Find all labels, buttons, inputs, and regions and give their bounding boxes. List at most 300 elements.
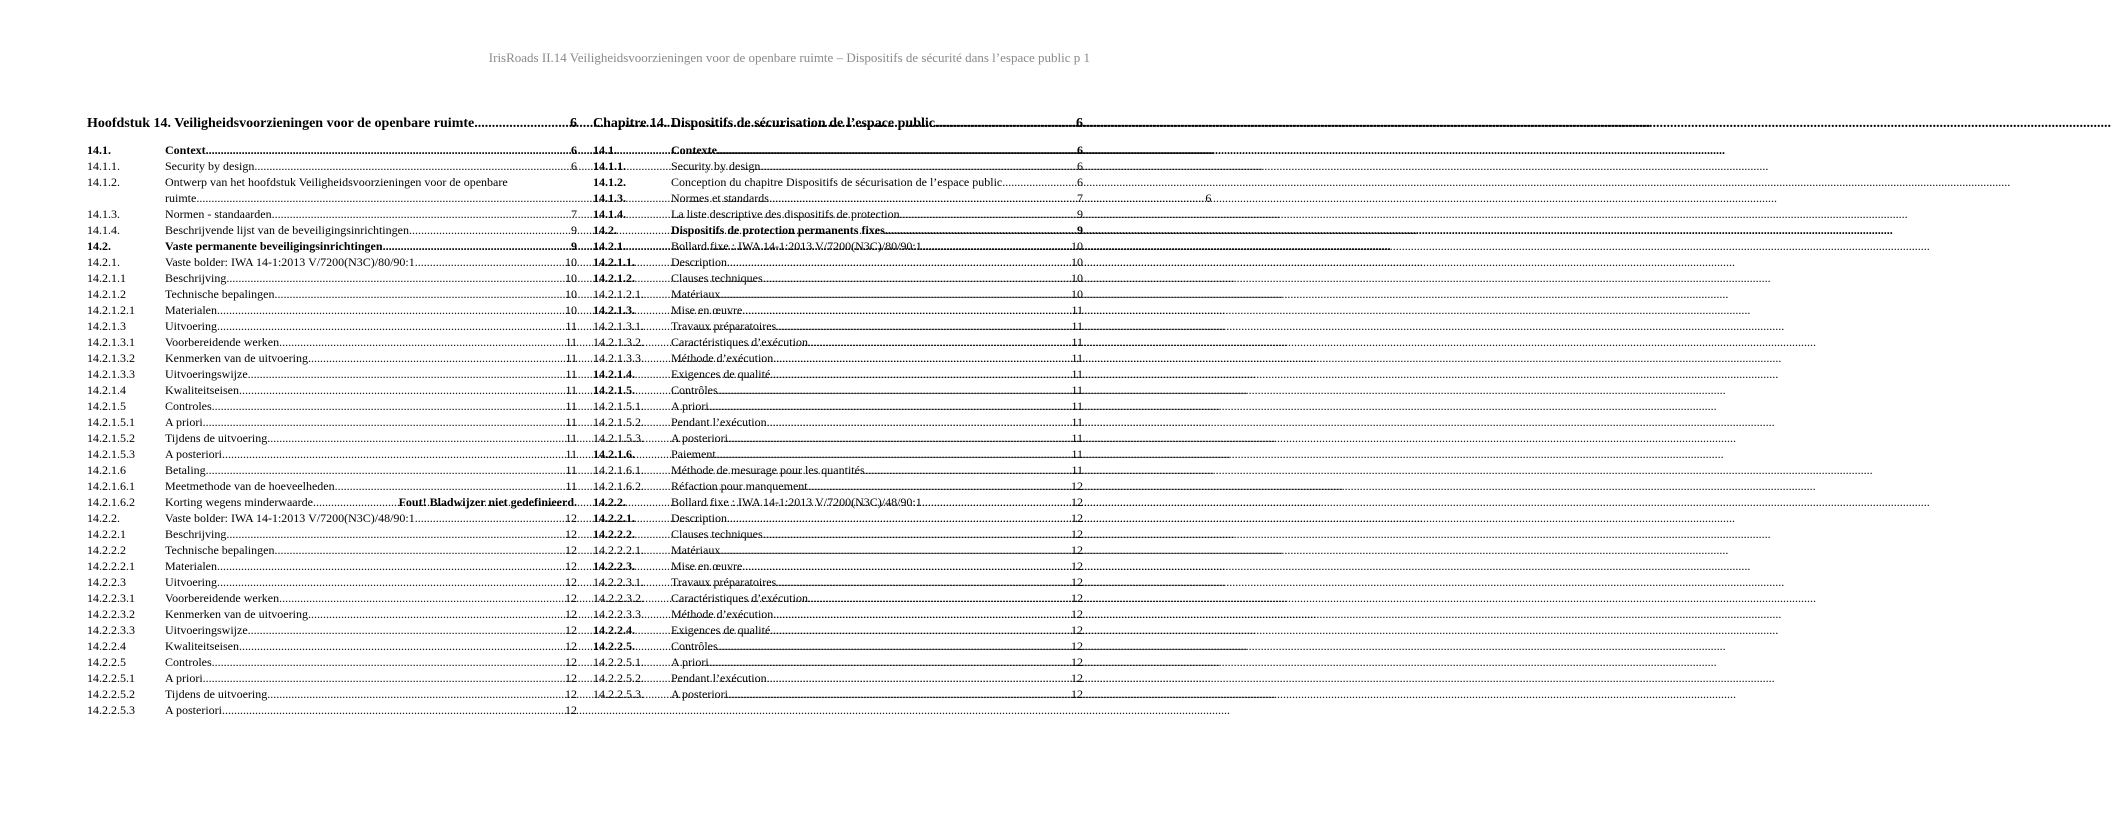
entry-page-number: 12 <box>1071 607 1083 621</box>
toc-entry[interactable] <box>87 494 577 510</box>
entry-page-number: 6 <box>1077 159 1083 173</box>
leader-dots <box>728 430 1070 446</box>
leader-dots <box>865 462 1071 478</box>
entry-title: Beschrijving <box>165 271 227 285</box>
entry-title: Context <box>165 143 206 157</box>
toc-entry[interactable] <box>593 670 1083 686</box>
entry-title: Kenmerken van de uitvoering <box>165 607 308 621</box>
entry-body <box>165 334 577 350</box>
entry-body <box>165 494 577 510</box>
leader-dots <box>767 414 1071 430</box>
leader-dots <box>763 270 1070 286</box>
toc-entry[interactable] <box>593 174 1083 190</box>
toc-entry[interactable] <box>593 350 1083 366</box>
toc-entry[interactable] <box>87 574 577 590</box>
entry-title: Pendant l’exécution <box>671 671 767 685</box>
entry-page-number: 12 <box>1071 479 1083 493</box>
entry-body <box>671 494 1083 510</box>
entry-body <box>671 142 1083 158</box>
entry-body <box>671 222 1083 238</box>
entry-body <box>165 590 577 606</box>
toc-entry[interactable] <box>87 254 577 270</box>
entry-body <box>165 206 577 222</box>
entry-title: Materialen <box>165 559 217 573</box>
leader-dots <box>767 670 1070 686</box>
entry-number: 14.1.2. <box>87 175 120 189</box>
entry-title-line-1: Ontwerp van het hoofdstuk Veiligheidsvoorzieningen voor de openbare <box>165 175 508 189</box>
entry-page-number: 11 <box>565 335 577 349</box>
toc-entry[interactable] <box>593 334 1083 350</box>
entry-title: Technische bepalingen <box>165 287 275 301</box>
toc-entry[interactable] <box>87 622 577 638</box>
entry-page-number: 11 <box>565 367 577 381</box>
toc-entry[interactable] <box>87 414 577 430</box>
toc-entry[interactable] <box>593 190 1083 206</box>
toc-entry[interactable] <box>87 158 577 174</box>
entry-page-number: 12 <box>1071 575 1083 589</box>
entry-body <box>671 318 1083 334</box>
entry-title: A priori <box>165 671 203 685</box>
entry-number: 14.1.4. <box>87 223 120 237</box>
entry-number: 14.2.1.5.2 <box>87 431 135 445</box>
entry-page-number: 10 <box>1071 287 1083 301</box>
entry-page-number: 12 <box>565 591 577 605</box>
entry-title: A priori <box>671 399 709 413</box>
entry-body <box>671 254 1083 270</box>
entry-body <box>671 670 1083 686</box>
entry-number: 14.2.1.6.2 <box>87 495 135 509</box>
toc-entry[interactable] <box>593 654 1083 670</box>
entry-page-number: 12 <box>565 575 577 589</box>
entry-page-number: 12 <box>1071 671 1083 685</box>
leader-dots <box>254 158 570 174</box>
entry-number: 14.2.1.5.1 <box>87 415 135 429</box>
entry-number: 14.1.3. <box>593 191 626 205</box>
leader-dots <box>313 494 398 510</box>
leader-dots <box>808 590 1070 606</box>
leader-dots <box>808 334 1070 350</box>
toc-entry[interactable] <box>87 542 577 558</box>
toc-entry[interactable] <box>593 382 1083 398</box>
toc-entry[interactable] <box>87 638 577 654</box>
entry-body <box>165 574 577 590</box>
entry-page-number: 11 <box>565 447 577 461</box>
toc-entry[interactable] <box>87 222 577 238</box>
entry-number: 14.2.1.5.2. <box>593 415 644 429</box>
leader-dots <box>718 638 1070 654</box>
entry-title: Uitvoering <box>165 575 217 589</box>
leader-dots <box>773 606 1070 622</box>
entry-body <box>671 398 1083 414</box>
entry-body <box>165 542 577 558</box>
toc-entry[interactable] <box>87 206 577 222</box>
entry-title: Mise en œuvre <box>671 303 743 317</box>
entry-number: 14.1. <box>87 143 111 157</box>
entry-page-number: 6 <box>1077 143 1083 157</box>
entry-page-number: 12 <box>565 623 577 637</box>
entry-title: Beschrijving <box>165 527 227 541</box>
leader-dots <box>217 574 564 590</box>
toc-list <box>593 142 1083 702</box>
toc-entry[interactable] <box>593 206 1083 222</box>
leader-dots <box>727 254 1070 270</box>
entry-number: 14.2.2.2.1 <box>87 559 135 573</box>
entry-page-number: 11 <box>1071 367 1083 381</box>
toc-entry[interactable] <box>593 142 1083 158</box>
leader-dots <box>808 478 1070 494</box>
entry-number: 14.2.1.3.2 <box>87 351 135 365</box>
entry-number: 14.2.1.3.3 <box>87 367 135 381</box>
leader-dots <box>274 286 564 302</box>
leader-dots <box>770 366 1070 382</box>
entry-page-number: 11 <box>565 431 577 445</box>
toc-entry[interactable] <box>593 254 1083 270</box>
entry-page-number: 12 <box>565 559 577 573</box>
toc-entry[interactable] <box>593 222 1083 238</box>
entry-body <box>165 222 577 238</box>
entry-page-number: 11 <box>1071 335 1083 349</box>
entry-number: 14.1.1. <box>593 159 626 173</box>
entry-title: Vaste permanente beveiligingsinrichtingen <box>165 239 383 253</box>
leader-dots <box>720 542 1070 558</box>
leader-dots <box>248 622 564 638</box>
entry-page-number: 11 <box>565 319 577 333</box>
toc-entry[interactable] <box>87 270 577 286</box>
entry-title: Uitvoering <box>165 319 217 333</box>
toc-entry[interactable] <box>87 334 577 350</box>
entry-number: 14.2.2.4. <box>593 623 635 637</box>
entry-title: A posteriori <box>671 431 728 445</box>
entry-title: Korting wegens minderwaarde <box>165 495 313 509</box>
entry-body <box>165 270 577 286</box>
toc-entry[interactable] <box>593 622 1083 638</box>
entry-body <box>671 638 1083 654</box>
leader-dots <box>763 526 1070 542</box>
entry-number: 14.2.1.3 <box>87 319 126 333</box>
toc-entry[interactable] <box>593 542 1083 558</box>
leader-dots <box>212 398 565 414</box>
leader-dots <box>776 318 1070 334</box>
chapter-page-number: 6 <box>570 116 577 131</box>
entry-number: 14.2.2.3.2 <box>87 607 135 621</box>
entry-title: Caractéristiques d’exécution <box>671 591 808 605</box>
entry-body <box>671 446 1083 462</box>
entry-body <box>165 350 577 366</box>
entry-title: Méthode d’exécution <box>671 607 774 621</box>
entry-title: Kwaliteitseisen <box>165 383 239 397</box>
entry-number: 14.2.2.5. <box>593 639 635 653</box>
leader-dots <box>922 494 1070 510</box>
entry-number: 14.2. <box>87 239 111 253</box>
leader-dots <box>716 446 1071 462</box>
entry-title: Pendant l’exécution <box>671 415 767 429</box>
leader-dots <box>720 286 1070 302</box>
toc-entry[interactable] <box>87 302 577 318</box>
toc-entry[interactable] <box>87 430 577 446</box>
entry-body <box>165 398 577 414</box>
entry-number: 14.2. <box>593 223 617 237</box>
entry-body <box>671 382 1083 398</box>
leader-dots <box>415 254 564 270</box>
entry-body <box>671 686 1083 702</box>
entry-title: La liste descriptive des dispositifs de protection <box>671 207 900 221</box>
leader-dots <box>776 574 1070 590</box>
leader-dots <box>239 382 564 398</box>
toc-entry[interactable] <box>87 670 577 686</box>
leader-dots <box>728 686 1070 702</box>
entry-title: Kenmerken van de uitvoering <box>165 351 308 365</box>
entry-body <box>165 302 577 318</box>
leader-dots <box>770 622 1070 638</box>
entry-number: 14.2.1. <box>87 255 120 269</box>
toc-entry[interactable] <box>593 270 1083 286</box>
leader-dots <box>727 510 1070 526</box>
toc-entry[interactable] <box>593 558 1083 574</box>
leader-dots <box>248 366 565 382</box>
entry-title: Dispositifs de protection permanents fixes <box>671 223 885 237</box>
entry-body <box>165 446 577 462</box>
entry-page-number: 12 <box>565 687 577 701</box>
entry-title: Matériaux <box>671 287 721 301</box>
toc-entry[interactable] <box>593 494 1083 510</box>
toc-entry[interactable] <box>593 638 1083 654</box>
toc-entry[interactable] <box>87 558 577 574</box>
entry-body <box>165 238 577 254</box>
toc-entry[interactable] <box>87 478 577 494</box>
leader-dots <box>900 206 1076 222</box>
entry-title: Betaling <box>165 463 206 477</box>
entry-body <box>671 270 1083 286</box>
entry-page-number: 10 <box>565 271 577 285</box>
toc-entry[interactable] <box>87 318 577 334</box>
entry-body <box>165 606 577 622</box>
toc-entry[interactable] <box>87 366 577 382</box>
entry-body <box>671 590 1083 606</box>
toc-entry[interactable] <box>87 142 577 158</box>
leader-dots <box>222 702 564 718</box>
entry-body <box>165 382 577 398</box>
toc-entry[interactable] <box>593 510 1083 526</box>
entry-title: Uitvoeringswijze <box>165 367 248 381</box>
entry-number: 14.2.2.3.1 <box>87 591 135 605</box>
entry-number: 14.2.2.5.3. <box>593 687 644 701</box>
entry-page-number: 11 <box>565 399 577 413</box>
leader-dots <box>274 542 564 558</box>
chapter-title-link[interactable] <box>87 116 577 134</box>
toc-entry[interactable] <box>593 478 1083 494</box>
entry-number: 14.2.2.3.1. <box>593 575 644 589</box>
toc-entry[interactable] <box>87 286 577 302</box>
entry-number: 14.2.2.1 <box>87 527 126 541</box>
entry-body <box>671 158 1083 174</box>
entry-body <box>671 350 1083 366</box>
leader-dots <box>308 350 564 366</box>
entry-page-number: 6 <box>1077 175 1083 189</box>
toc-entry[interactable] <box>593 526 1083 542</box>
leader-dots <box>769 190 1076 206</box>
entry-page-number: 12 <box>1071 559 1083 573</box>
toc-entry[interactable] <box>593 238 1083 254</box>
entry-number: 14.2.2.5.1 <box>87 671 135 685</box>
entry-body <box>671 622 1083 638</box>
entry-title: Conception du chapitre Dispositifs de sécurisation de l’espace public <box>671 175 1003 189</box>
entry-body <box>165 670 577 686</box>
toc-entry[interactable] <box>593 686 1083 702</box>
entry-number: 14.2.1.3. <box>593 303 635 317</box>
entry-number: 14.2.1.3.2. <box>593 335 644 349</box>
entry-number: 14.2.2. <box>87 511 120 525</box>
entry-body <box>671 334 1083 350</box>
leader-dots <box>409 222 570 238</box>
entry-body <box>671 558 1083 574</box>
entry-body <box>671 542 1083 558</box>
chapter-title: Hoofdstuk 14. Veiligheidsvoorzieningen voor de openbare ruimte <box>87 116 475 131</box>
entry-page-number: 11 <box>1071 447 1083 461</box>
toc-entry[interactable] <box>87 526 577 542</box>
entry-page-number: 9 <box>571 239 577 253</box>
entry-number: 14.2.2.3.3 <box>87 623 135 637</box>
entry-number: 14.2.1.6 <box>87 463 126 477</box>
toc-entry[interactable] <box>87 654 577 670</box>
entry-body <box>671 174 1083 190</box>
toc-entry[interactable] <box>593 414 1083 430</box>
entry-title: Description <box>671 255 727 269</box>
entry-body <box>671 462 1083 478</box>
entry-number: 14.2.1.5.3. <box>593 431 644 445</box>
entry-page-number: 10 <box>565 255 577 269</box>
entry-page-number: 12 <box>1071 623 1083 637</box>
toc-entry[interactable] <box>593 606 1083 622</box>
leader-dots <box>415 510 564 526</box>
toc-entry[interactable] <box>87 510 577 526</box>
toc-entry[interactable] <box>593 286 1083 302</box>
toc-entry[interactable] <box>593 574 1083 590</box>
entry-title: Controles <box>165 399 212 413</box>
entry-number: 14.2.1.5.1. <box>593 399 644 413</box>
entry-title: Tijdens de uitvoering <box>165 687 268 701</box>
chapter-title-link[interactable] <box>593 116 1083 134</box>
toc-entry[interactable] <box>593 318 1083 334</box>
leader-dots <box>885 222 1076 238</box>
entry-number: 14.1. <box>593 143 617 157</box>
entry-title: Matériaux <box>671 543 721 557</box>
toc-entry[interactable] <box>87 590 577 606</box>
leader-dots <box>383 238 570 254</box>
toc-entry[interactable] <box>87 462 577 478</box>
entry-page-number: 11 <box>1071 463 1083 477</box>
entry-page-number: 12 <box>565 703 577 717</box>
entry-page-number: 10 <box>1071 271 1083 285</box>
entry-body <box>671 606 1083 622</box>
entry-title: Contrôles <box>671 639 718 653</box>
entry-title: Exigences de qualité <box>671 367 771 381</box>
toc-entry[interactable] <box>87 686 577 702</box>
entry-body <box>671 654 1083 670</box>
entry-body <box>165 686 577 702</box>
entry-page-number: 12 <box>565 655 577 669</box>
entry-page-number: 9 <box>571 223 577 237</box>
leader-dots <box>335 478 565 494</box>
entry-page-number: 10 <box>1071 255 1083 269</box>
toc-entry[interactable] <box>593 446 1083 462</box>
entry-title: Beschrijvende lijst van de beveiligingsinrichtingen <box>165 223 409 237</box>
leader-dots <box>279 590 564 606</box>
entry-number: 14.2.1.6.2. <box>593 479 644 493</box>
entry-page-number: 11 <box>1071 351 1083 365</box>
toc-entry[interactable] <box>593 158 1083 174</box>
toc-entry[interactable] <box>593 398 1083 414</box>
entry-title: Kwaliteitseisen <box>165 639 239 653</box>
leader-dots <box>279 334 564 350</box>
entry-body <box>671 206 1083 222</box>
toc-entry[interactable] <box>87 350 577 366</box>
entry-title: Technische bepalingen <box>165 543 275 557</box>
chapter-page-number: 6 <box>1076 116 1083 131</box>
toc-entry[interactable] <box>593 462 1083 478</box>
toc-entry[interactable] <box>87 446 577 462</box>
entry-page-number: 12 <box>565 511 577 525</box>
entry-body <box>165 318 577 334</box>
entry-number: 14.2.1.5.3 <box>87 447 135 461</box>
entry-title: A priori <box>671 655 709 669</box>
toc-entry[interactable] <box>593 430 1083 446</box>
leader-dots <box>760 158 1076 174</box>
entry-title: Description <box>671 511 727 525</box>
leader-dots <box>935 116 1075 132</box>
entry-body <box>165 414 577 430</box>
toc-entry[interactable] <box>87 398 577 414</box>
toc-entry[interactable] <box>87 702 577 718</box>
entry-number: 14.2.2.3. <box>593 559 635 573</box>
leader-dots <box>717 142 1076 158</box>
entry-page-number: 12 <box>1071 495 1083 509</box>
entry-body <box>165 654 577 670</box>
entry-number: 14.2.1.2.1 <box>87 303 135 317</box>
leader-dots <box>203 670 564 686</box>
entry-body <box>165 366 577 382</box>
entry-body <box>671 238 1083 254</box>
entry-number: 14.1.1. <box>87 159 120 173</box>
entry-number: 14.2.2.5 <box>87 655 126 669</box>
leader-dots <box>217 558 564 574</box>
leader-dots <box>206 142 570 158</box>
entry-title: Travaux préparatoires <box>671 575 777 589</box>
entry-page-number: 12 <box>565 527 577 541</box>
entry-body <box>671 510 1083 526</box>
toc-entry[interactable] <box>593 302 1083 318</box>
leader-dots <box>217 318 564 334</box>
chapter-title: Chapitre 14. Dispositifs de sécurisation de l’espace public <box>593 116 935 131</box>
entry-body <box>165 558 577 574</box>
entry-title: Voorbereidende werken <box>165 335 280 349</box>
entry-number: 14.2.1.6.1 <box>87 479 135 493</box>
toc-entry[interactable] <box>593 366 1083 382</box>
toc-entry[interactable] <box>87 382 577 398</box>
leader-dots <box>742 302 1070 318</box>
entry-number: 14.2.1.2. <box>593 271 635 285</box>
toc-entry[interactable] <box>593 590 1083 606</box>
toc-entry[interactable] <box>87 606 577 622</box>
entry-title: Contexte <box>671 143 717 157</box>
entry-title: Security by design <box>671 159 761 173</box>
entry-number: 14.2.1.1. <box>593 255 635 269</box>
toc-entry[interactable] <box>87 238 577 254</box>
entry-number: 14.2.2.3.3. <box>593 607 644 621</box>
entry-title-line-2: ruimte <box>165 191 197 205</box>
leader-dots <box>267 686 564 702</box>
entry-body <box>165 526 577 542</box>
entry-body <box>165 510 577 526</box>
